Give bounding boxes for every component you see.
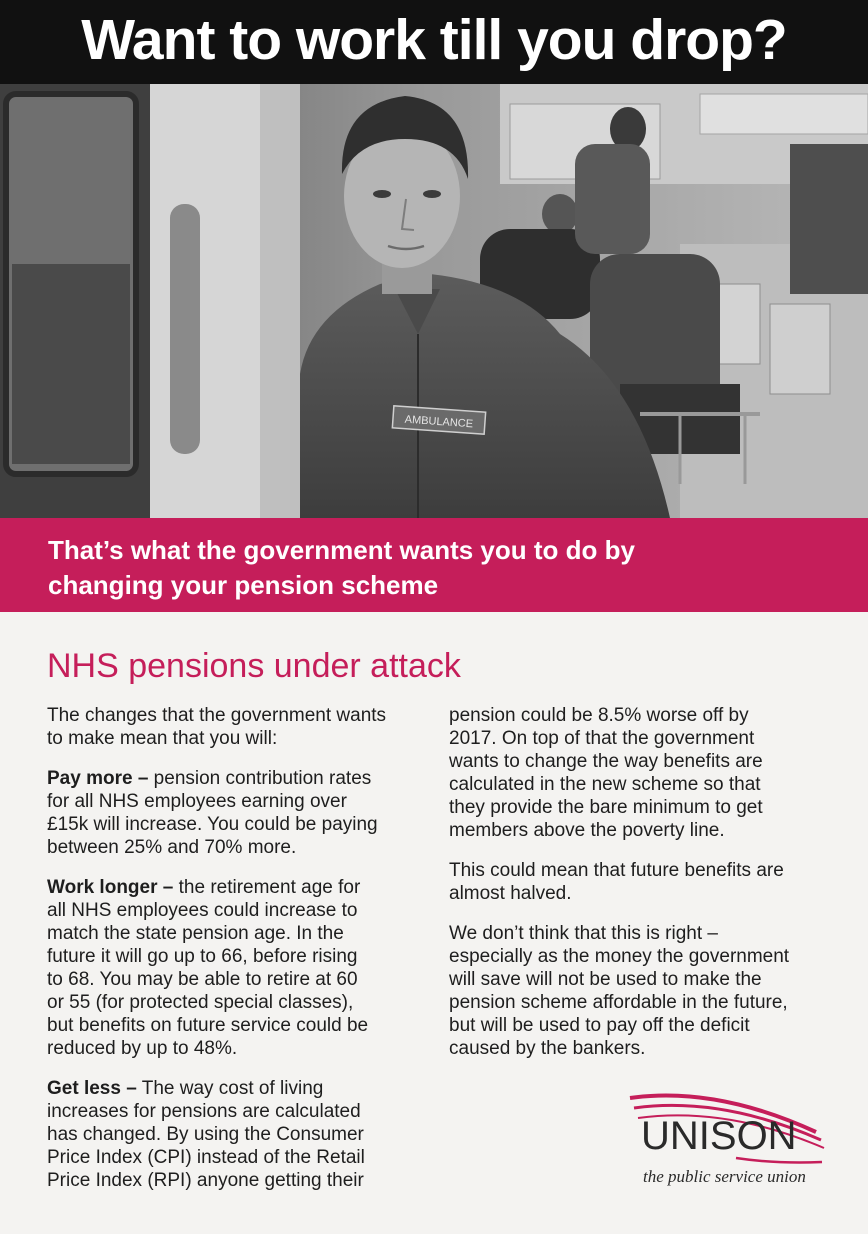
get-less-text: Price Index (RPI) anyone getting their xyxy=(47,1170,364,1191)
body-line: they provide the bare minimum to get xyxy=(449,797,763,818)
work-longer-paragraph xyxy=(47,876,437,1060)
headline: Want to work till you drop? xyxy=(81,8,787,72)
body-line: especially as the money the government xyxy=(449,946,790,967)
section-title: NHS pensions under attack xyxy=(47,647,461,685)
get-less-label: Get less – xyxy=(47,1078,137,1099)
body-line: will save will not be used to make the xyxy=(449,969,762,990)
pay-more-text: pension contribution rates xyxy=(148,768,372,789)
body-line: pension could be 8.5% worse off by xyxy=(449,705,749,726)
get-less-text: The way cost of living xyxy=(136,1078,324,1099)
body-line: We don’t think that this is right – xyxy=(449,923,718,944)
work-longer-text: future it will go up to 66, before rising xyxy=(47,946,358,967)
work-longer-label: Work longer – xyxy=(47,877,174,898)
body-line: This could mean that future benefits are xyxy=(449,860,784,881)
body-line: wants to change the way benefits are xyxy=(449,751,763,772)
pay-more-text: for all NHS employees earning over xyxy=(47,791,347,812)
body-line: almost halved. xyxy=(449,883,572,904)
right-column xyxy=(449,704,839,1077)
body-line: members above the poverty line. xyxy=(449,820,725,841)
pay-more-paragraph xyxy=(47,767,437,859)
cpi-paragraph xyxy=(449,704,839,842)
intro-line: The changes that the government wants xyxy=(47,705,387,726)
get-less-paragraph xyxy=(47,1077,437,1192)
work-longer-text: to 68. You may be able to retire at 60 xyxy=(47,969,358,990)
pay-more-label: Pay more – xyxy=(47,768,149,789)
unison-logo xyxy=(626,1088,846,1198)
unison-tagline: the public service union xyxy=(643,1167,806,1186)
top-bar xyxy=(0,0,868,84)
get-less-text: Price Index (CPI) instead of the Retail xyxy=(47,1147,365,1168)
subheadline xyxy=(48,533,828,603)
body-line: pension scheme affordable in the future, xyxy=(449,992,788,1013)
pay-more-text: between 25% and 70% more. xyxy=(47,837,297,858)
body-line: caused by the bankers. xyxy=(449,1038,646,1059)
work-longer-text: all NHS employees could increase to xyxy=(47,900,358,921)
work-longer-text: reduced by up to 48%. xyxy=(47,1038,238,1059)
intro-line: to make mean that you will: xyxy=(47,728,278,749)
pay-more-text: £15k will increase. You could be paying xyxy=(47,814,378,835)
work-longer-text: or 55 (for protected special classes), xyxy=(47,992,354,1013)
subheadline-line-2: changing your pension scheme xyxy=(48,570,439,600)
ambulance-photo xyxy=(0,84,868,518)
subheadline-line-1: That’s what the government wants you to do by xyxy=(48,535,635,565)
work-longer-text: match the state pension age. In the xyxy=(47,923,344,944)
conclusion-paragraph xyxy=(449,922,839,1060)
body-line: calculated in the new scheme so that xyxy=(449,774,761,795)
body-line: 2017. On top of that the government xyxy=(449,728,755,749)
get-less-text: has changed. By using the Consumer xyxy=(47,1124,364,1145)
intro-paragraph xyxy=(47,704,437,750)
unison-wordmark: UNISON xyxy=(641,1114,797,1158)
work-longer-text: but benefits on future service could be xyxy=(47,1015,369,1036)
work-longer-text: the retirement age for xyxy=(173,877,361,898)
ambulance-badge: AMBULANCE xyxy=(404,413,474,431)
halved-paragraph xyxy=(449,859,839,905)
get-less-text: increases for pensions are calculated xyxy=(47,1101,361,1122)
left-column xyxy=(47,704,437,1209)
body-line: but will be used to pay off the deficit xyxy=(449,1015,750,1036)
